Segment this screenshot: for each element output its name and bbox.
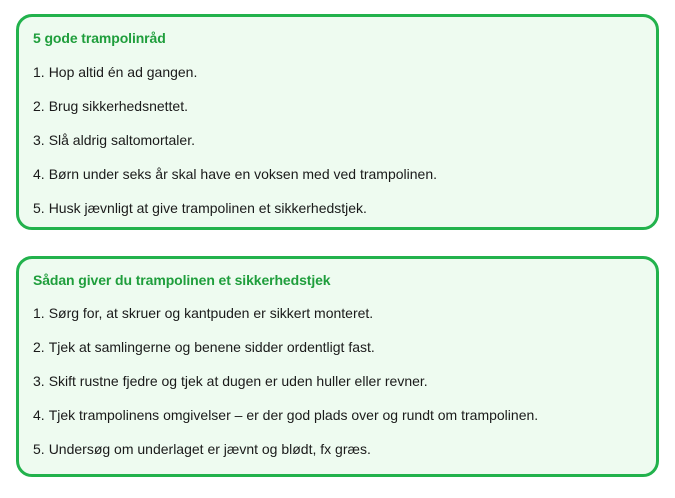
safety-check-card <box>16 256 659 477</box>
list-item <box>33 305 656 321</box>
item-text: Husk jævnligt at give trampolinen et sikkerhedstjek. <box>48 200 367 216</box>
item-text: Brug sikkerhedsnettet. <box>48 98 188 114</box>
list-item <box>33 339 656 355</box>
item-number: 1. <box>33 64 45 80</box>
item-number: 2. <box>33 98 45 114</box>
list-item <box>33 132 656 148</box>
item-number: 3. <box>33 373 45 389</box>
item-number: 5. <box>33 441 45 457</box>
list-item <box>33 166 656 182</box>
item-number: 4. <box>33 166 45 182</box>
tips-list <box>33 64 656 216</box>
list-item <box>33 200 656 216</box>
item-number: 3. <box>33 132 45 148</box>
card-title: Sådan giver du trampolinen et sikkerhedstjek <box>33 272 331 288</box>
trampoline-tips-card <box>16 14 659 230</box>
checklist <box>33 305 656 457</box>
item-number: 5. <box>33 200 45 216</box>
list-item <box>33 407 656 423</box>
item-number: 4. <box>33 407 45 423</box>
item-number: 1. <box>33 305 45 321</box>
item-text: Undersøg om underlaget er jævnt og blødt, fx græs. <box>48 441 371 457</box>
list-item <box>33 64 656 80</box>
card-title: 5 gode trampolinråd <box>33 30 166 46</box>
item-text: Slå aldrig saltomortaler. <box>48 132 195 148</box>
item-text: Børn under seks år skal have en voksen med ved trampolinen. <box>48 166 437 182</box>
item-text: Tjek trampolinens omgivelser – er der god plads over og rundt om trampolinen. <box>48 407 539 423</box>
list-item <box>33 373 656 389</box>
item-text: Hop altid én ad gangen. <box>48 64 198 80</box>
item-text: Skift rustne fjedre og tjek at dugen er uden huller eller revner. <box>48 373 428 389</box>
item-text: Sørg for, at skruer og kantpuden er sikkert monteret. <box>48 305 374 321</box>
list-item <box>33 98 656 114</box>
list-item <box>33 441 656 457</box>
item-text: Tjek at samlingerne og benene sidder ordentligt fast. <box>48 339 375 355</box>
item-number: 2. <box>33 339 45 355</box>
